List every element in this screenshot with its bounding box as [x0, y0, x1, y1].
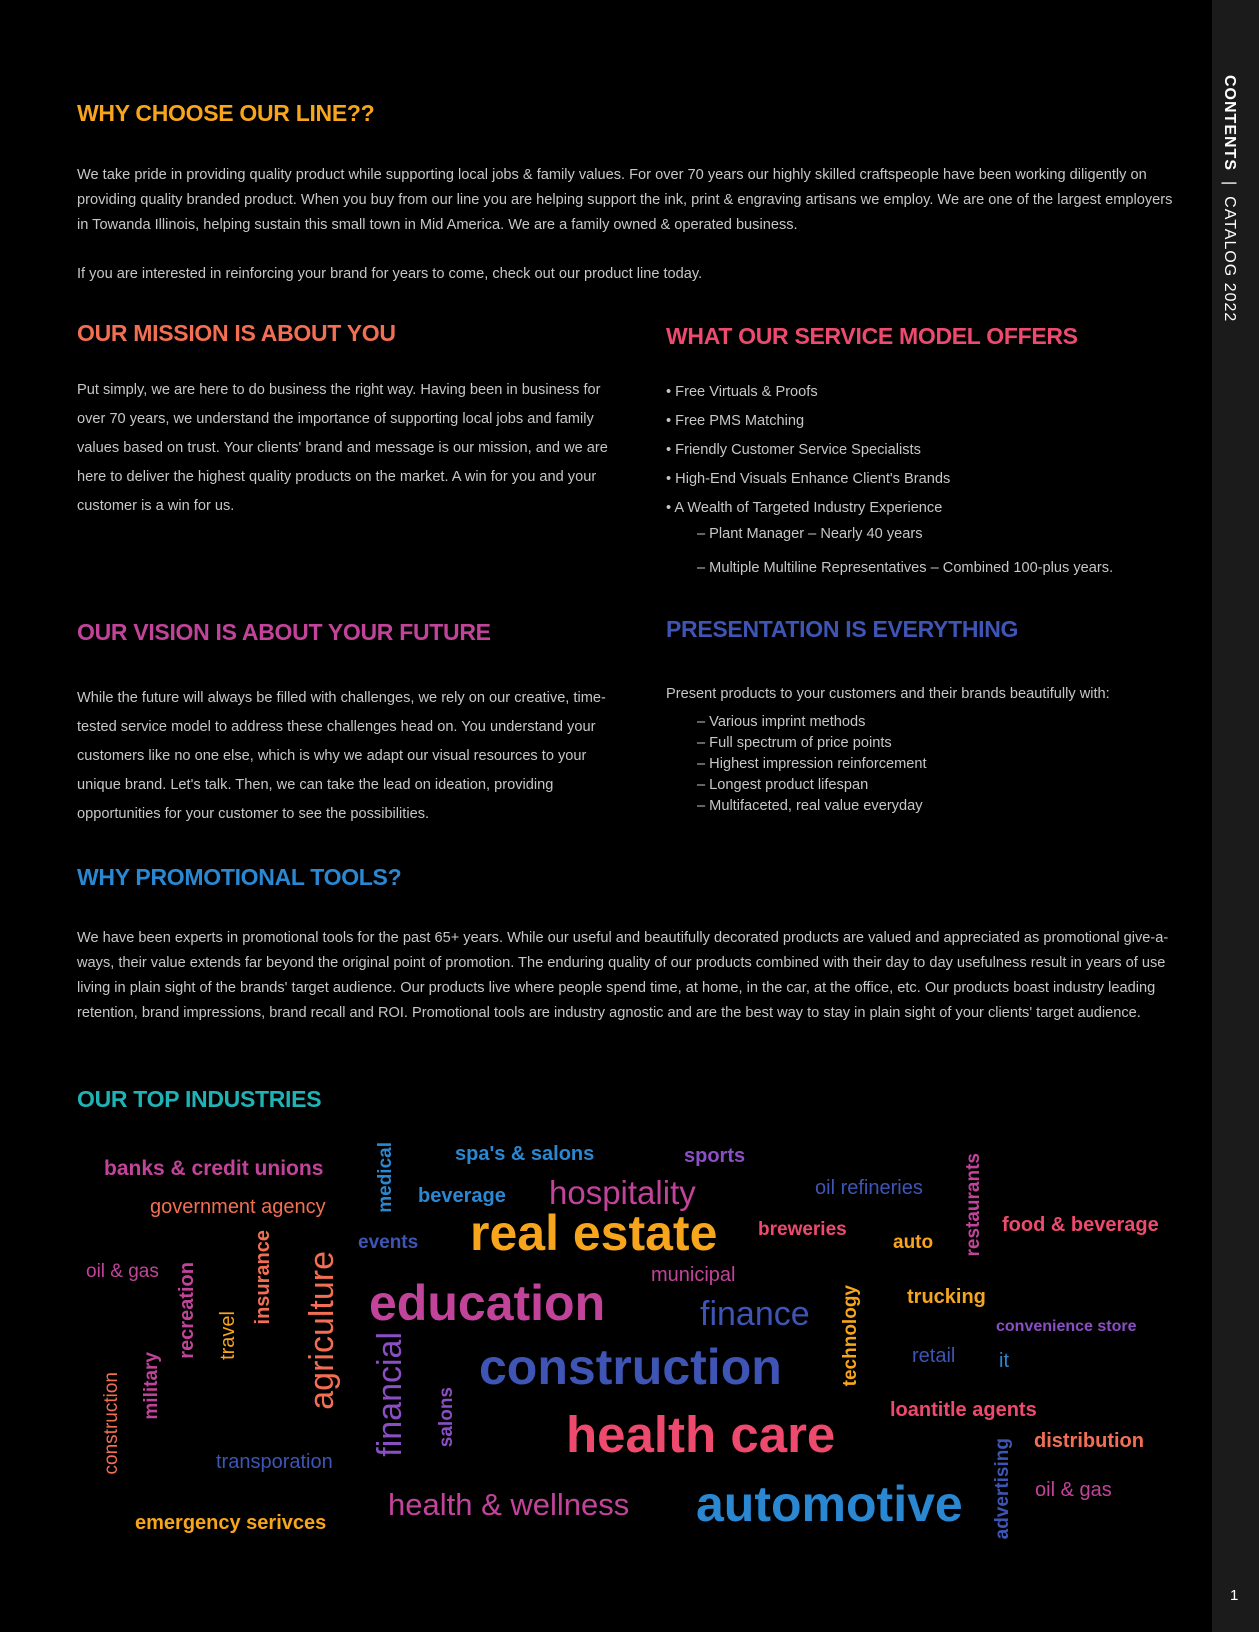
page-number: 1 — [1230, 1587, 1239, 1604]
industry-word: education — [369, 1275, 606, 1331]
promo-text: We have been experts in promotional tools for the past 65+ years. While our useful and beautifully decorated products are valued and appreciated as promotional give-a-ways, their value extends far beyond the original point of promotion. The enduring quality of our products combined with their day to day usefulness result in years of use living in plain sight of the brands' target audience. Our products live where people spend time, at home, in the car, at the office, etc. Our products boast industry leading retention, brand impressions, brand recall and ROI. Promotional tools are industry agnostic and are the best way to stay in plain sight of your clients' target audience. — [77, 930, 1169, 1021]
industry-word: construction — [101, 1372, 122, 1475]
industry-word: finance — [700, 1295, 810, 1333]
industry-word: financial — [371, 1332, 409, 1457]
service-sub-item: – Plant Manager – Nearly 40 years — [697, 526, 923, 542]
presentation-intro: Present products to your customers and their brands beautifully with: — [666, 686, 1110, 702]
why-line-paragraph: We take pride in providing quality product while supporting local jobs & family values. For over 70 years our highly skilled craftspeople have been working diligently on providing quality branded product. When you buy from our line you are helping support the ink, print & engraving artisans we employ. We are one of the largest employers in Towanda Illinois, helping sustain this small town in Mid America. We are a family owned & operated business. — [77, 167, 1173, 233]
industry-word: recreation — [176, 1262, 198, 1359]
catalog-label: CATALOG 2022 — [1221, 196, 1238, 323]
industry-word: banks & credit unions — [104, 1157, 324, 1180]
industry-word: oil & gas — [86, 1261, 159, 1282]
industry-word: salons — [436, 1387, 457, 1448]
service-item: • Free PMS Matching — [666, 413, 805, 429]
industry-word: it — [999, 1350, 1009, 1372]
industry-word: emergency serivces — [135, 1512, 327, 1534]
industry-word: government agency — [150, 1196, 326, 1218]
presentation-item: – Multifaceted, real value everyday — [697, 798, 923, 814]
industry-word: loantitle agents — [890, 1399, 1037, 1421]
industry-word: oil refineries — [815, 1177, 923, 1199]
industry-word: medical — [375, 1142, 396, 1213]
industry-word: military — [141, 1352, 162, 1420]
industry-word: sports — [684, 1145, 746, 1167]
presentation-item: – Various imprint methods — [697, 714, 866, 730]
industry-word: municipal — [651, 1264, 736, 1286]
why-line-cta: If you are interested in reinforcing your brand for years to come, check out our product line today. — [77, 266, 703, 282]
service-title: WHAT OUR SERVICE MODEL OFFERS — [666, 323, 1078, 349]
service-item: • Friendly Customer Service Specialists — [666, 442, 921, 458]
industry-word: spa's & salons — [455, 1143, 595, 1165]
promo-title: WHY PROMOTIONAL TOOLS? — [77, 864, 402, 890]
service-item: • Free Virtuals & Proofs — [666, 384, 818, 400]
industry-word: health care — [566, 1406, 836, 1463]
industry-word: restaurants — [963, 1153, 984, 1257]
vision-title: OUR VISION IS ABOUT YOUR FUTURE — [77, 619, 491, 645]
industry-word: retail — [912, 1345, 956, 1367]
mission-title: OUR MISSION IS ABOUT YOU — [77, 320, 396, 346]
industry-word: breweries — [758, 1219, 847, 1240]
sidebar-separator: | — [1221, 181, 1238, 187]
industry-word: distribution — [1034, 1430, 1144, 1452]
vision-text: While the future will always be filled with challenges, we rely on our creative, time-tested service model to address these challenges head on. You understand your customers like no one else, which is why we adapt our visual resources to your unique brand. Let's talk. Then, we can take the lead on ideation, providing opportunities for your customer to see the possibilities. — [77, 690, 606, 822]
industry-word: advertising — [992, 1438, 1013, 1540]
presentation-item: – Highest impression reinforcement — [697, 756, 927, 772]
industry-word: real estate — [470, 1205, 718, 1261]
presentation-item: – Longest product lifespan — [697, 777, 869, 793]
industry-word: insurance — [252, 1230, 274, 1325]
contents-link[interactable]: CONTENTS — [1221, 75, 1238, 171]
industry-word: construction — [479, 1339, 782, 1395]
industry-word: agriculture — [303, 1251, 341, 1410]
industry-word: hospitality — [549, 1174, 696, 1211]
why-line-title: WHY CHOOSE OUR LINE?? — [77, 100, 375, 126]
industry-word: auto — [893, 1232, 934, 1253]
sidebar-nav[interactable] — [1220, 75, 1238, 322]
industry-word: oil & gas — [1035, 1479, 1112, 1501]
industry-word: events — [358, 1232, 419, 1253]
industries-title: OUR TOP INDUSTRIES — [77, 1086, 322, 1112]
industry-word: technology — [840, 1285, 861, 1387]
industry-word: food & beverage — [1002, 1214, 1159, 1236]
industry-word: health & wellness — [388, 1487, 630, 1522]
mission-text: Put simply, we are here to do business the right way. Having been in business for over 70 years, we understand the importance of supporting local jobs and family values based on trust. Your clients' brand and message is our mission, and we are here to deliver the highest quality products on the market. A win for you and your customer is a win for us. — [77, 382, 608, 514]
sidebar — [1212, 0, 1259, 1632]
industry-word: convenience store — [996, 1318, 1137, 1335]
industry-word: beverage — [418, 1185, 506, 1207]
service-sub-item: – Multiple Multiline Representatives – Combined 100-plus years. — [697, 560, 1114, 576]
industry-word: travel — [217, 1311, 239, 1360]
service-item: • High-End Visuals Enhance Client's Brands — [666, 471, 951, 487]
industry-word: transporation — [216, 1451, 333, 1473]
presentation-item: – Full spectrum of price points — [697, 735, 892, 751]
industry-word: trucking — [907, 1286, 986, 1308]
presentation-title: PRESENTATION IS EVERYTHING — [666, 616, 1019, 642]
industry-word: automotive — [696, 1476, 963, 1532]
service-item: • A Wealth of Targeted Industry Experience — [666, 500, 943, 516]
